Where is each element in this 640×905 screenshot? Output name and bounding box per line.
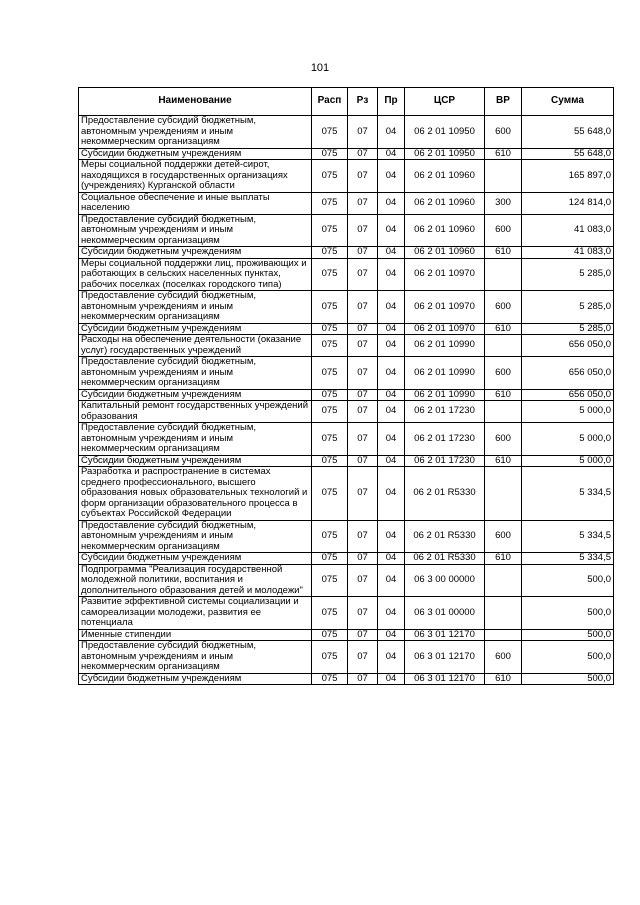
row-sum-cell: 5 285,0 (522, 323, 614, 335)
table-row (79, 564, 614, 597)
row-rasp-cell: 075 (312, 629, 348, 641)
row-csr-cell: 06 3 01 12170 (405, 673, 485, 685)
row-pr-cell: 04 (378, 401, 405, 423)
row-rz-cell: 07 (348, 629, 378, 641)
row-pr-cell: 04 (378, 520, 405, 553)
row-sum-cell: 5 334,5 (522, 467, 614, 521)
row-sum-cell: 656 050,0 (522, 335, 614, 357)
row-rz-cell: 07 (348, 520, 378, 553)
row-vr-cell: 610 (485, 247, 522, 259)
row-rasp-cell: 075 (312, 467, 348, 521)
row-name-cell: Субсидии бюджетным учреждениям (79, 247, 312, 259)
row-pr-cell: 04 (378, 629, 405, 641)
row-rasp-cell: 075 (312, 148, 348, 160)
row-name-cell: Меры социальной поддержки детей-сирот, находящихся в государственных организациях (учреждениях) Курганской области (79, 160, 312, 193)
row-name-cell: Социальное обеспечение и иные выплаты населению (79, 192, 312, 214)
row-pr-cell: 04 (378, 116, 405, 149)
row-vr-cell (485, 564, 522, 597)
table-row (79, 160, 614, 193)
page-number: 101 (310, 62, 330, 74)
row-sum-cell: 500,0 (522, 564, 614, 597)
row-rz-cell: 07 (348, 389, 378, 401)
row-vr-cell: 600 (485, 116, 522, 149)
row-pr-cell: 04 (378, 258, 405, 291)
table-row (79, 116, 614, 149)
table-row (79, 258, 614, 291)
row-name-cell: Развитие эффективной системы социализации и самореализации молодежи, развития ее потенциала (79, 597, 312, 630)
header-sum: Сумма (522, 88, 614, 116)
row-csr-cell: 06 2 01 17230 (405, 401, 485, 423)
row-sum-cell: 124 814,0 (522, 192, 614, 214)
table-body (79, 116, 614, 685)
table-row (79, 192, 614, 214)
row-rz-cell: 07 (348, 673, 378, 685)
row-rz-cell: 07 (348, 597, 378, 630)
row-pr-cell: 04 (378, 553, 405, 565)
table-row (79, 214, 614, 247)
row-pr-cell: 04 (378, 455, 405, 467)
table-row (79, 423, 614, 456)
row-csr-cell: 06 3 01 12170 (405, 629, 485, 641)
row-rasp-cell: 075 (312, 520, 348, 553)
row-rasp-cell: 075 (312, 597, 348, 630)
row-csr-cell: 06 2 01 R5330 (405, 553, 485, 565)
row-rasp-cell: 075 (312, 401, 348, 423)
row-sum-cell: 500,0 (522, 629, 614, 641)
row-rz-cell: 07 (348, 357, 378, 390)
row-rasp-cell: 075 (312, 389, 348, 401)
row-sum-cell: 5 000,0 (522, 423, 614, 456)
row-csr-cell: 06 2 01 10970 (405, 291, 485, 324)
row-csr-cell: 06 2 01 10990 (405, 335, 485, 357)
table-row (79, 323, 614, 335)
row-name-cell: Предоставление субсидий бюджетным, автономным учреждениям и иным некоммерческим организациям (79, 357, 312, 390)
row-csr-cell: 06 2 01 10950 (405, 148, 485, 160)
row-rasp-cell: 075 (312, 291, 348, 324)
row-name-cell: Разработка и распространение в системах среднего профессионального, высшего образования новых образовательных технологий и форм организации образовательного процесса в субъектах Российской Федерации (79, 467, 312, 521)
row-csr-cell: 06 3 01 12170 (405, 641, 485, 674)
row-rz-cell: 07 (348, 192, 378, 214)
row-csr-cell: 06 3 01 00000 (405, 597, 485, 630)
row-rasp-cell: 075 (312, 214, 348, 247)
row-name-cell: Субсидии бюджетным учреждениям (79, 455, 312, 467)
row-pr-cell: 04 (378, 597, 405, 630)
row-vr-cell: 610 (485, 673, 522, 685)
header-rasp: Расп (312, 88, 348, 116)
table-row (79, 673, 614, 685)
row-rz-cell: 07 (348, 641, 378, 674)
row-name-cell: Субсидии бюджетным учреждениям (79, 323, 312, 335)
row-vr-cell: 600 (485, 214, 522, 247)
row-vr-cell (485, 160, 522, 193)
row-sum-cell: 5 334,5 (522, 520, 614, 553)
row-pr-cell: 04 (378, 160, 405, 193)
row-sum-cell: 5 285,0 (522, 258, 614, 291)
row-vr-cell: 300 (485, 192, 522, 214)
row-csr-cell: 06 2 01 10970 (405, 323, 485, 335)
row-rz-cell: 07 (348, 148, 378, 160)
table-row (79, 247, 614, 259)
header-name: Наименование (79, 88, 312, 116)
row-csr-cell: 06 2 01 R5330 (405, 520, 485, 553)
row-pr-cell: 04 (378, 148, 405, 160)
row-sum-cell: 5 000,0 (522, 455, 614, 467)
row-pr-cell: 04 (378, 673, 405, 685)
row-rasp-cell: 075 (312, 258, 348, 291)
row-sum-cell: 165 897,0 (522, 160, 614, 193)
row-rz-cell: 07 (348, 258, 378, 291)
row-csr-cell: 06 2 01 10960 (405, 214, 485, 247)
row-pr-cell: 04 (378, 467, 405, 521)
row-pr-cell: 04 (378, 335, 405, 357)
row-rz-cell: 07 (348, 116, 378, 149)
table-row (79, 401, 614, 423)
row-csr-cell: 06 2 01 10960 (405, 192, 485, 214)
row-rasp-cell: 075 (312, 116, 348, 149)
table-row (79, 641, 614, 674)
row-rz-cell: 07 (348, 423, 378, 456)
row-name-cell: Субсидии бюджетным учреждениям (79, 389, 312, 401)
row-name-cell: Субсидии бюджетным учреждениям (79, 673, 312, 685)
row-name-cell: Субсидии бюджетным учреждениям (79, 148, 312, 160)
row-csr-cell: 06 2 01 17230 (405, 423, 485, 456)
row-sum-cell: 500,0 (522, 597, 614, 630)
row-sum-cell: 41 083,0 (522, 247, 614, 259)
header-vr: ВР (485, 88, 522, 116)
row-rz-cell: 07 (348, 335, 378, 357)
header-csr: ЦСР (405, 88, 485, 116)
row-name-cell: Капитальный ремонт государственных учреждений образования (79, 401, 312, 423)
row-rz-cell: 07 (348, 214, 378, 247)
row-rasp-cell: 075 (312, 673, 348, 685)
row-vr-cell: 610 (485, 323, 522, 335)
row-name-cell: Предоставление субсидий бюджетным, автономным учреждениям и иным некоммерческим организациям (79, 520, 312, 553)
row-vr-cell: 600 (485, 291, 522, 324)
row-rz-cell: 07 (348, 553, 378, 565)
header-rz: Рз (348, 88, 378, 116)
row-rasp-cell: 075 (312, 455, 348, 467)
row-sum-cell: 5 285,0 (522, 291, 614, 324)
table-row (79, 597, 614, 630)
row-rz-cell: 07 (348, 160, 378, 193)
table-row (79, 291, 614, 324)
budget-table (78, 87, 614, 685)
row-rasp-cell: 075 (312, 160, 348, 193)
row-csr-cell: 06 2 01 R5330 (405, 467, 485, 521)
row-vr-cell: 610 (485, 455, 522, 467)
row-vr-cell: 600 (485, 520, 522, 553)
table-row (79, 629, 614, 641)
row-vr-cell: 610 (485, 148, 522, 160)
row-csr-cell: 06 2 01 10970 (405, 258, 485, 291)
row-name-cell: Предоставление субсидий бюджетным, автономным учреждениям и иным некоммерческим организациям (79, 291, 312, 324)
row-sum-cell: 5 000,0 (522, 401, 614, 423)
row-pr-cell: 04 (378, 423, 405, 456)
header-pr: Пр (378, 88, 405, 116)
row-csr-cell: 06 3 00 00000 (405, 564, 485, 597)
row-rasp-cell: 075 (312, 564, 348, 597)
table-row (79, 520, 614, 553)
table-row (79, 335, 614, 357)
row-sum-cell: 41 083,0 (522, 214, 614, 247)
table-row (79, 357, 614, 390)
table-row (79, 148, 614, 160)
row-pr-cell: 04 (378, 323, 405, 335)
row-vr-cell: 600 (485, 357, 522, 390)
row-rasp-cell: 075 (312, 423, 348, 456)
row-rz-cell: 07 (348, 564, 378, 597)
row-name-cell: Расходы на обеспечение деятельности (оказание услуг) государственных учреждений (79, 335, 312, 357)
row-pr-cell: 04 (378, 214, 405, 247)
table-row (79, 467, 614, 521)
row-vr-cell (485, 335, 522, 357)
row-vr-cell (485, 629, 522, 641)
row-vr-cell (485, 467, 522, 521)
row-rz-cell: 07 (348, 247, 378, 259)
row-name-cell: Именные стипендии (79, 629, 312, 641)
row-rasp-cell: 075 (312, 357, 348, 390)
row-rasp-cell: 075 (312, 335, 348, 357)
row-sum-cell: 55 648,0 (522, 116, 614, 149)
row-name-cell: Подпрограмма "Реализация государственной молодежной политики, воспитания и дополнительного образования детей и молодежи" (79, 564, 312, 597)
row-pr-cell: 04 (378, 641, 405, 674)
row-name-cell: Предоставление субсидий бюджетным, автономным учреждениям и иным некоммерческим организациям (79, 641, 312, 674)
row-csr-cell: 06 2 01 17230 (405, 455, 485, 467)
row-name-cell: Субсидии бюджетным учреждениям (79, 553, 312, 565)
row-pr-cell: 04 (378, 247, 405, 259)
row-csr-cell: 06 2 01 10990 (405, 389, 485, 401)
row-csr-cell: 06 2 01 10960 (405, 160, 485, 193)
row-rasp-cell: 075 (312, 553, 348, 565)
row-rasp-cell: 075 (312, 192, 348, 214)
row-name-cell: Предоставление субсидий бюджетным, автономным учреждениям и иным некоммерческим организациям (79, 423, 312, 456)
row-sum-cell: 5 334,5 (522, 553, 614, 565)
row-vr-cell: 600 (485, 423, 522, 456)
table-header-row (79, 88, 614, 116)
row-pr-cell: 04 (378, 357, 405, 390)
table-row (79, 389, 614, 401)
row-sum-cell: 500,0 (522, 641, 614, 674)
row-sum-cell: 55 648,0 (522, 148, 614, 160)
row-rz-cell: 07 (348, 401, 378, 423)
row-rasp-cell: 075 (312, 641, 348, 674)
row-rz-cell: 07 (348, 291, 378, 324)
row-rz-cell: 07 (348, 455, 378, 467)
row-sum-cell: 656 050,0 (522, 357, 614, 390)
row-vr-cell (485, 401, 522, 423)
table-row (79, 455, 614, 467)
row-vr-cell (485, 597, 522, 630)
row-sum-cell: 656 050,0 (522, 389, 614, 401)
row-pr-cell: 04 (378, 389, 405, 401)
table-row (79, 553, 614, 565)
row-csr-cell: 06 2 01 10990 (405, 357, 485, 390)
row-name-cell: Предоставление субсидий бюджетным, автономным учреждениям и иным некоммерческим организациям (79, 214, 312, 247)
row-name-cell: Меры социальной поддержки лиц, проживающих и работающих в сельских населенных пунктах, рабочих поселках (поселках городского типа) (79, 258, 312, 291)
row-rz-cell: 07 (348, 323, 378, 335)
row-rz-cell: 07 (348, 467, 378, 521)
row-vr-cell: 610 (485, 389, 522, 401)
row-pr-cell: 04 (378, 564, 405, 597)
row-vr-cell: 600 (485, 641, 522, 674)
row-csr-cell: 06 2 01 10950 (405, 116, 485, 149)
row-sum-cell: 500,0 (522, 673, 614, 685)
row-rasp-cell: 075 (312, 323, 348, 335)
row-pr-cell: 04 (378, 192, 405, 214)
row-pr-cell: 04 (378, 291, 405, 324)
row-rasp-cell: 075 (312, 247, 348, 259)
row-vr-cell (485, 258, 522, 291)
row-vr-cell: 610 (485, 553, 522, 565)
row-csr-cell: 06 2 01 10960 (405, 247, 485, 259)
row-name-cell: Предоставление субсидий бюджетным, автономным учреждениям и иным некоммерческим организациям (79, 116, 312, 149)
